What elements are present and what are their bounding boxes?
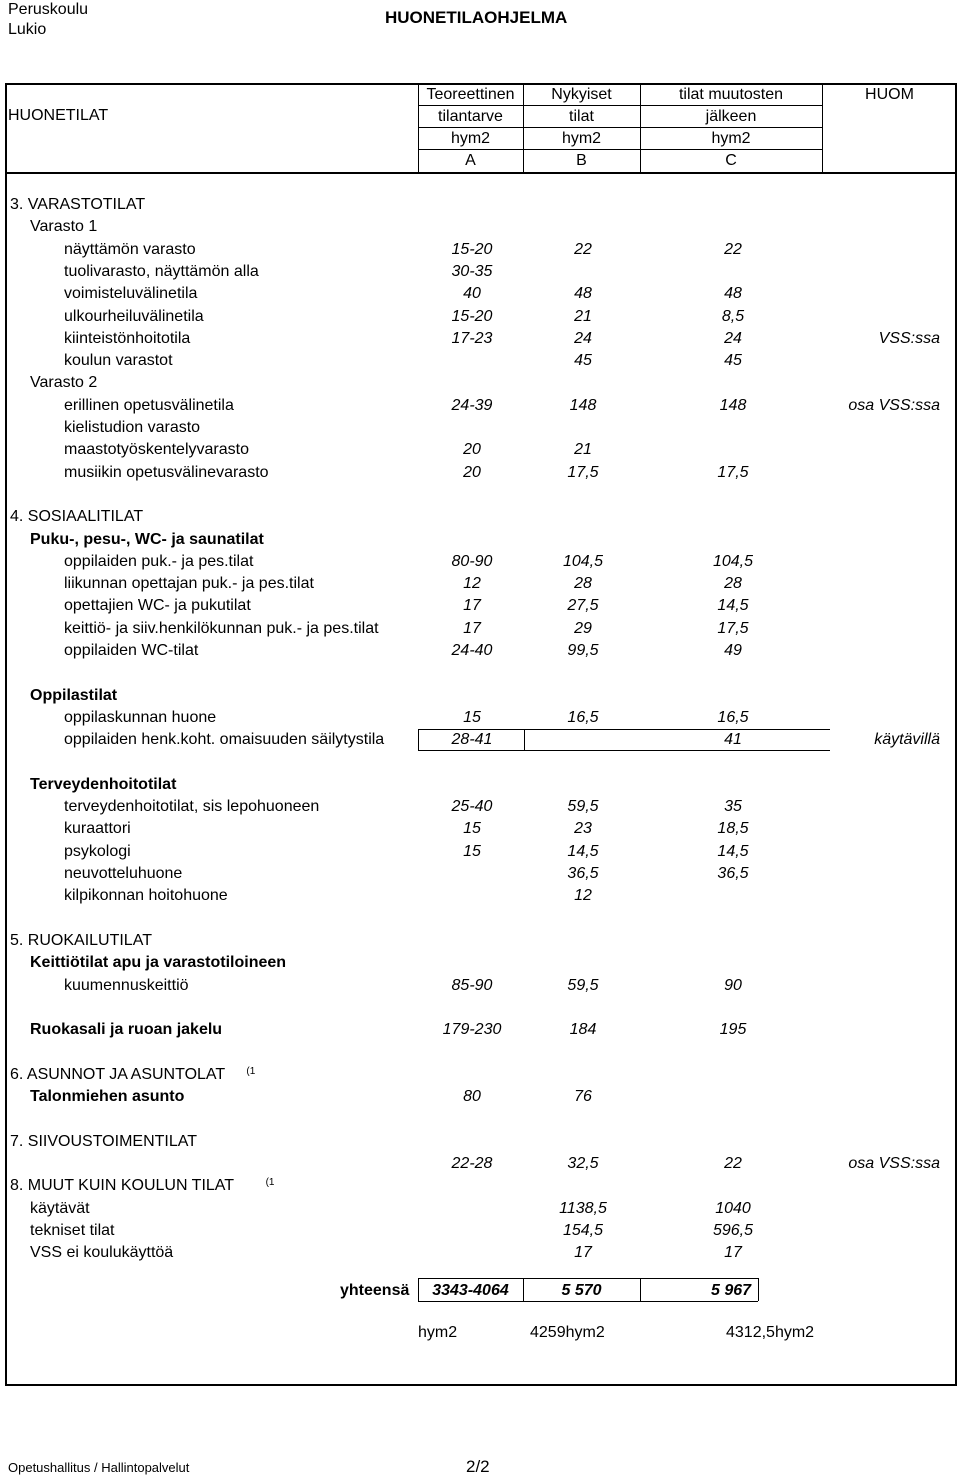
cell-c: 22 <box>724 240 742 258</box>
cell-a: 20 <box>463 463 481 481</box>
table-row <box>0 1175 960 1197</box>
table-row <box>0 707 960 729</box>
cell-c: 18,5 <box>717 820 749 838</box>
cell-note: osa VSS:ssa <box>848 1154 940 1172</box>
table-row <box>0 194 960 216</box>
cell-c: 14,5 <box>717 597 749 615</box>
table-row <box>0 1242 960 1264</box>
cell-c: 17 <box>724 1244 742 1262</box>
page-title: HUONETILAOHJELMA <box>385 8 568 27</box>
totals-top-rule <box>418 1278 758 1279</box>
table-row <box>0 1220 960 1242</box>
row-label: Talonmiehen asunto <box>30 1088 185 1105</box>
cell-b: 29 <box>574 619 592 637</box>
row-label: musiikin opetusvälinevarasto <box>64 463 269 481</box>
table-row <box>0 283 960 305</box>
table-row <box>0 529 960 551</box>
row-label: 8. MUUT KUIN KOULUN TILAT <box>10 1177 235 1195</box>
table-row <box>0 729 960 751</box>
row-label: kuraattori <box>64 820 131 838</box>
row-label: 4. SOSIAALITILAT <box>10 508 144 526</box>
table-row <box>0 1198 960 1220</box>
row-label: psykologi <box>64 842 131 860</box>
table-row <box>0 484 960 506</box>
table-row <box>0 462 960 484</box>
col-b-line2: tilat <box>569 108 594 125</box>
cell-a: 20 <box>463 441 481 459</box>
totals-bottom-rule <box>418 1301 758 1302</box>
table-row <box>0 818 960 840</box>
row-label: oppilaiden puk.- ja pes.tilat <box>64 552 254 570</box>
col-a-line3: hym2 <box>450 130 491 147</box>
col-a-line2: tilantarve <box>438 108 503 125</box>
cell-a: 28-41 <box>451 731 493 749</box>
cell-b: 21 <box>574 441 592 459</box>
cell-c: 596,5 <box>712 1221 754 1239</box>
boxed-cell-divider <box>524 730 525 751</box>
cell-b: 184 <box>569 1021 597 1039</box>
cell-b: 36,5 <box>567 865 599 882</box>
row-label: voimisteluvälinetila <box>64 285 198 303</box>
cell-a: 85-90 <box>451 976 493 994</box>
row-label: keittiö- ja siiv.henkilökunnan puk.- ja pes.tilat <box>64 619 379 637</box>
cell-c: 36,5 <box>717 865 749 882</box>
summary-c: 4312,5hym2 <box>726 1324 815 1341</box>
row-label: liikunnan opettajan puk.- ja pes.tilat <box>64 575 314 593</box>
row-label: kuumennuskeittiö <box>64 976 189 994</box>
row-label: opettajien WC- ja pukutilat <box>64 597 251 615</box>
table-row <box>0 551 960 573</box>
cell-c: 45 <box>724 352 742 370</box>
col-c-line1: tilat muutosten <box>678 86 784 103</box>
cell-a: 22-28 <box>451 1154 493 1172</box>
cell-a: 15 <box>463 820 481 838</box>
table-row <box>0 506 960 528</box>
cell-a: 80 <box>463 1088 481 1105</box>
table-row <box>0 618 960 640</box>
cell-b: 1138,5 <box>559 1199 607 1217</box>
cell-b: 24 <box>574 329 592 347</box>
boxed-cell-outline <box>418 729 830 751</box>
school-type-secondary: Lukio <box>8 21 47 38</box>
header-bottom-rule <box>5 172 957 174</box>
cell-note: käytävillä <box>874 731 940 749</box>
cell-b: 16,5 <box>567 708 599 726</box>
cell-b: 17,5 <box>567 463 599 481</box>
row-label: käytävät <box>30 1199 90 1217</box>
cell-b: 59,5 <box>567 976 599 994</box>
row-label: oppilaiden WC-tilat <box>64 642 199 659</box>
totals-label: yhteensä <box>340 1282 410 1299</box>
row-label: kiinteistönhoitotila <box>64 329 191 347</box>
table-row <box>0 841 960 863</box>
row-label: 7. SIIVOUSTOIMENTILAT <box>10 1132 197 1150</box>
col-c-line4: C <box>725 152 737 169</box>
table-row <box>0 1019 960 1041</box>
row-label: kielistudion varasto <box>64 419 201 436</box>
row-label: VSS ei koulukäyttöä <box>30 1244 174 1262</box>
cell-c: 24 <box>724 329 742 347</box>
table-row <box>0 796 960 818</box>
col-rooms: HUONETILAT <box>8 107 109 124</box>
table-row <box>0 417 960 439</box>
cell-b: 12 <box>574 887 592 905</box>
cell-a: 40 <box>463 285 481 303</box>
cell-a: 80-90 <box>451 552 493 570</box>
table-row <box>0 885 960 907</box>
cell-b: 21 <box>574 307 592 325</box>
row-label: Oppilastilat <box>30 686 118 704</box>
cell-a: 15-20 <box>451 240 493 258</box>
cell-a: 179-230 <box>442 1021 502 1039</box>
cell-c: 41 <box>724 731 742 749</box>
row-label: koulun varastot <box>64 352 173 370</box>
row-label: maastotyöskentelyvarasto <box>64 441 249 459</box>
row-label: oppilaiden henk.koht. omaisuuden säilytystila <box>64 731 385 749</box>
col-b-line3: hym2 <box>561 130 602 147</box>
cell-b: 14,5 <box>567 842 599 860</box>
table-row <box>0 261 960 283</box>
table-row <box>0 439 960 461</box>
cell-b: 22 <box>574 240 592 258</box>
col-a-line4: A <box>465 152 476 169</box>
table-row <box>0 1064 960 1086</box>
table-row <box>0 1041 960 1063</box>
col-c-header <box>640 84 822 172</box>
cell-c: 35 <box>724 798 742 816</box>
row-label: Keittiötilat apu ja varastotiloineen <box>30 954 287 972</box>
cell-b: 104,5 <box>562 552 604 570</box>
row-label: erillinen opetusvälinetila <box>64 396 234 414</box>
cell-b: 23 <box>574 820 592 838</box>
table-row <box>0 595 960 617</box>
cell-b: 17 <box>574 1244 592 1262</box>
cell-b: 27,5 <box>567 597 599 615</box>
totals-a: 3343-4064 <box>432 1282 509 1299</box>
row-label: 3. VARASTOTILAT <box>10 196 146 213</box>
cell-c: 22 <box>724 1154 742 1172</box>
cell-a: 24-40 <box>451 642 493 659</box>
cell-c: 1040 <box>715 1199 751 1217</box>
row-label: tekniset tilat <box>30 1221 115 1239</box>
cell-a: 17 <box>463 619 481 637</box>
col-b-line1: Nykyiset <box>551 86 612 103</box>
cell-b: 148 <box>569 396 597 414</box>
cell-b: 48 <box>574 285 592 303</box>
row-label: kilpikonnan hoitohuone <box>64 887 228 905</box>
row-label: 6. ASUNNOT JA ASUNTOLAT <box>10 1065 226 1083</box>
row-label: 5. RUOKAILUTILAT <box>10 931 152 949</box>
row-label: Ruokasali ja ruoan jakelu <box>30 1021 223 1039</box>
cell-c: 16,5 <box>717 708 749 726</box>
cell-b: 99,5 <box>567 642 599 659</box>
table-row <box>0 863 960 885</box>
table-row <box>0 952 960 974</box>
cell-c: 104,5 <box>712 552 754 570</box>
cell-c: 28 <box>724 575 742 593</box>
cell-a: 30-35 <box>451 262 493 280</box>
table-row <box>0 662 960 684</box>
cell-a: 25-40 <box>451 798 493 816</box>
col-b-line4: B <box>576 152 587 169</box>
col-a-header <box>418 84 523 172</box>
cell-c: 8,5 <box>721 307 745 325</box>
row-label: neuvotteluhuone <box>64 865 183 882</box>
cell-a: 15 <box>463 708 481 726</box>
cell-b: 45 <box>574 352 592 370</box>
table-row <box>0 774 960 796</box>
row-label: terveydenhoitotilat, sis lepohuoneen <box>64 798 320 816</box>
table-row <box>0 239 960 261</box>
footnote-marker: (1 <box>246 1065 256 1077</box>
col-a-line1: Teoreettinen <box>426 86 515 103</box>
table-row <box>0 930 960 952</box>
row-label: tuolivarasto, näyttämön alla <box>64 262 259 280</box>
table-row <box>0 1108 960 1130</box>
row-label: Terveydenhoitotilat <box>30 775 177 793</box>
table-row <box>0 1153 960 1175</box>
totals-b: 5 570 <box>561 1282 602 1299</box>
row-label: Puku-, pesu-, WC- ja saunatilat <box>30 530 264 548</box>
table-row <box>0 1131 960 1153</box>
row-label: ulkourheiluvälinetila <box>64 307 204 325</box>
col-note-header: HUOM <box>865 86 914 103</box>
footnote-marker: (1 <box>265 1177 275 1189</box>
cell-b: 76 <box>574 1088 592 1105</box>
table-row <box>0 640 960 662</box>
table-row <box>0 997 960 1019</box>
cell-c: 148 <box>719 396 747 414</box>
cell-b: 154,5 <box>562 1221 604 1239</box>
cell-c: 17,5 <box>717 619 749 637</box>
school-type <box>8 0 88 40</box>
table-row <box>0 1086 960 1108</box>
row-label: oppilaskunnan huone <box>64 708 217 726</box>
totals-c: 5 967 <box>710 1282 752 1299</box>
table-row <box>0 975 960 997</box>
footer-page-number: 2/2 <box>466 1457 490 1476</box>
cell-a: 15-20 <box>451 307 493 325</box>
table-row <box>0 752 960 774</box>
cell-c: 49 <box>724 642 742 659</box>
summary-a: hym2 <box>418 1324 458 1341</box>
cell-c: 14,5 <box>717 842 749 860</box>
cell-note: VSS:ssa <box>878 329 940 347</box>
table-row <box>0 216 960 238</box>
cell-a: 17-23 <box>451 329 493 347</box>
col-c-line2: jälkeen <box>705 108 757 125</box>
cell-c: 195 <box>719 1021 747 1039</box>
cell-b: 32,5 <box>567 1154 599 1172</box>
table-row <box>0 573 960 595</box>
table-row <box>0 306 960 328</box>
row-label: Varasto 1 <box>30 218 98 236</box>
row-label: Varasto 2 <box>30 374 98 392</box>
cell-a: 15 <box>463 842 481 860</box>
table-row <box>0 395 960 417</box>
cell-b: 59,5 <box>567 798 599 816</box>
cell-c: 17,5 <box>717 463 749 481</box>
cell-note: osa VSS:ssa <box>848 396 940 414</box>
footer-organization: Opetushallitus / Hallintopalvelut <box>8 1460 190 1475</box>
col-c-line3: hym2 <box>711 130 751 147</box>
table-row <box>0 372 960 394</box>
row-label: näyttämön varasto <box>64 240 196 258</box>
table-row <box>0 328 960 350</box>
summary-b: 4259hym2 <box>530 1324 605 1341</box>
table-row <box>0 908 960 930</box>
col-b-header <box>523 84 640 172</box>
table-row <box>0 350 960 372</box>
cell-a: 24-39 <box>451 396 493 414</box>
cell-a: 12 <box>463 575 481 593</box>
cell-c: 48 <box>724 285 742 303</box>
table-row <box>0 685 960 707</box>
cell-b: 28 <box>574 575 592 593</box>
cell-a: 17 <box>463 597 481 615</box>
cell-c: 90 <box>724 976 742 994</box>
school-type-primary: Peruskoulu <box>8 1 89 18</box>
